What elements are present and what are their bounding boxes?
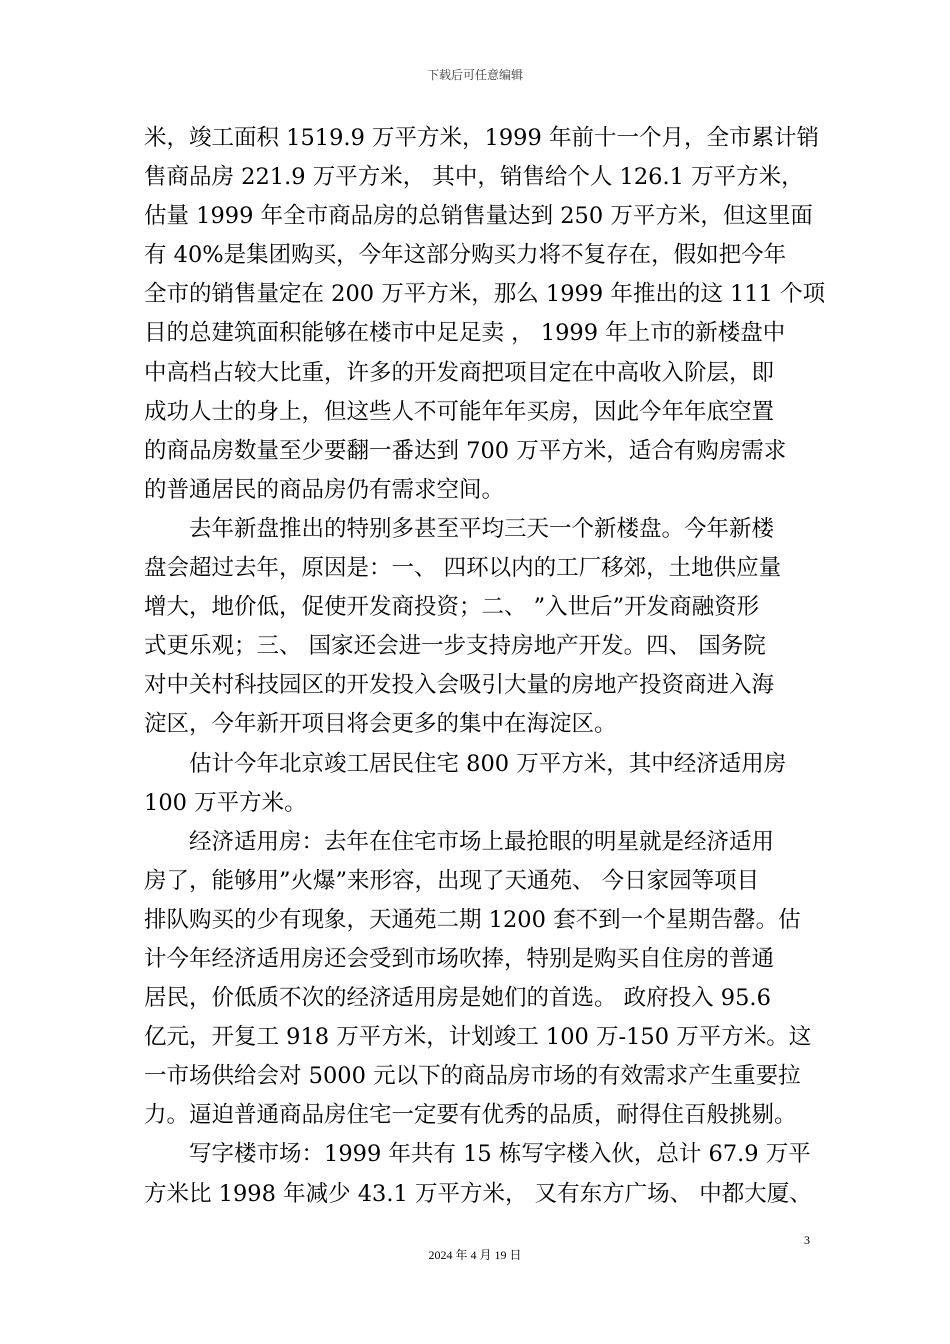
text-line: 100 万平方米。 bbox=[144, 789, 307, 816]
text-line: 估量 1999 年全市商品房的总销售量达到 250 万平方米，但这里面 bbox=[144, 203, 813, 230]
text-line: 的商品房数量至少要翻一番达到 700 万平方米，适合有购房需求 bbox=[144, 437, 787, 464]
text-line: 一市场供给会对 5000 元以下的商品房市场的有效需求产生重要拉 bbox=[144, 1063, 801, 1090]
text-line: 米，竣工面积 1519.9 万平方米，1999 年前十一个月，全市累计销 bbox=[144, 125, 819, 151]
text-line: 售商品房 221.9 万平方米， 其中，销售给个人 126.1 万平方米， bbox=[144, 164, 804, 191]
text-line: 盘会超过去年，原因是：一、 四环以内的工厂移郊，土地供应量 bbox=[144, 555, 782, 582]
text-line: 排队购买的少有现象，天通苑二期 1200 套不到一个星期告罄。估 bbox=[144, 906, 801, 933]
text-line: 居民，价低质不次的经济适用房是她们的首选。 政府投入 95.6 bbox=[144, 985, 771, 1012]
document-body bbox=[144, 119, 826, 1214]
page-number: 3 bbox=[804, 1233, 810, 1247]
text-line: 方米比 1998 年减少 43.1 万平方米， 又有东方广场、 中都大厦、 bbox=[144, 1180, 812, 1207]
text-line: 计今年经济适用房还会受到市场吹捧，特别是购买自住房的普通 bbox=[144, 945, 775, 972]
text-line: 去年新盘推出的特别多甚至平均三天一个新楼盘。今年新楼 bbox=[144, 515, 775, 542]
text-line: 淀区，今年新开项目将会更多的集中在海淀区。 bbox=[144, 711, 617, 738]
text-line: 亿元，开复工 918 万平方米，计划竣工 100 万-150 万平方米。这 bbox=[144, 1024, 812, 1051]
text-line: 经济适用房：去年在住宅市场上最抢眼的明星就是经济适用 bbox=[144, 828, 775, 855]
text-line: 全市的销售量定在 200 万平方米，那么 1999 年推出的这 111 个项 bbox=[144, 281, 826, 308]
page-header: 下载后可任意编辑 bbox=[426, 68, 523, 82]
text-line: 式更乐观；三、 国家还会进一步支持房地产开发。四、 国务院 bbox=[144, 633, 766, 660]
text-line: 的普通居民的商品房仍有需求空间。 bbox=[144, 476, 505, 503]
text-line: 力。逼迫普通商品房住宅一定要有优秀的品质，耐得住百般挑剔。 bbox=[144, 1102, 797, 1129]
text-line: 有 40%是集团购买，今年这部分购买力将不复存在，假如把今年 bbox=[144, 242, 787, 269]
text-line: 估计今年北京竣工居民住宅 800 万平方米，其中经济适用房 bbox=[144, 750, 787, 777]
text-line: 写字楼市场：1999 年共有 15 栋写字楼入伙，总计 67.9 万平 bbox=[144, 1141, 811, 1168]
text-line: 目的总建筑面积能够在楼市中足足卖 ， 1999 年上市的新楼盘中 bbox=[144, 320, 786, 347]
text-line: 中高档占较大比重，许多的开发商把项目定在中高收入阶层，即 bbox=[144, 359, 775, 386]
text-line: 增大，地价低，促使开发商投资；二、 ”入世后”开发商融资形 bbox=[144, 594, 760, 621]
text-line: 对中关村科技园区的开发投入会吸引大量的房地产投资商进入海 bbox=[144, 672, 775, 699]
footer-date: 2024 年 4 月 19 日 bbox=[428, 1248, 522, 1262]
text-line: 房了，能够用”火爆”来形容，出现了天通苑、 今日家园等项目 bbox=[144, 867, 760, 894]
text-line: 成功人士的身上，但这些人不可能年年买房，因此今年年底空置 bbox=[144, 398, 775, 425]
